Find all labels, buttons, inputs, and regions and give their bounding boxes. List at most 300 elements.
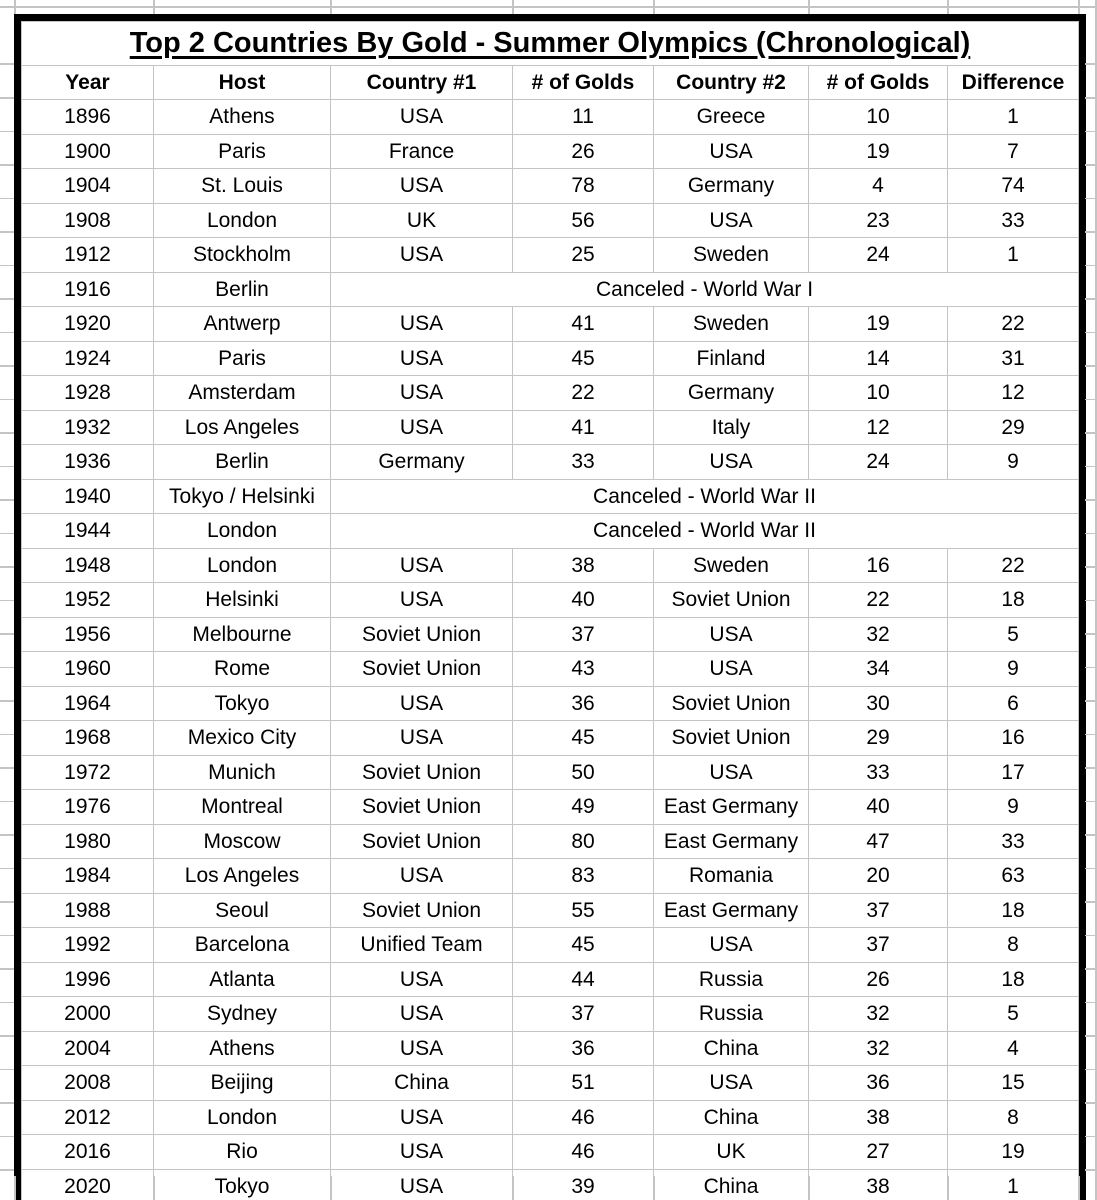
cell-golds1: 38 [513, 548, 654, 583]
cell-year: 1980 [22, 824, 154, 859]
cell-golds1: 55 [513, 893, 654, 928]
table-row [22, 410, 1079, 445]
table-row [22, 376, 1079, 411]
cell-difference: 4 [948, 1031, 1079, 1066]
sheet-gridline-horizontal [1085, 298, 1097, 300]
cell-difference: 33 [948, 824, 1079, 859]
sheet-gridline-horizontal [0, 131, 14, 133]
sheet-gridline-horizontal [1085, 901, 1097, 903]
cell-year: 1928 [22, 376, 154, 411]
cell-year: 1904 [22, 169, 154, 204]
cell-country2: Soviet Union [654, 721, 809, 756]
cell-golds2: 10 [809, 376, 948, 411]
cell-difference: 18 [948, 962, 1079, 997]
cell-difference: 5 [948, 617, 1079, 652]
table-row [22, 100, 1079, 135]
sheet-gridline-horizontal [1085, 1035, 1097, 1037]
cell-country1: USA [331, 238, 513, 273]
sheet-gridline-horizontal [1085, 700, 1097, 702]
cell-difference: 1 [948, 100, 1079, 135]
cell-golds2: 36 [809, 1066, 948, 1101]
cell-golds1: 78 [513, 169, 654, 204]
cell-difference: 15 [948, 1066, 1079, 1101]
cell-country1: USA [331, 376, 513, 411]
sheet-gridline-horizontal [0, 700, 14, 702]
cell-golds1: 51 [513, 1066, 654, 1101]
sheet-gridline-horizontal [1085, 734, 1097, 736]
cell-difference: 7 [948, 134, 1079, 169]
cell-year: 1920 [22, 307, 154, 342]
table-row [22, 790, 1079, 825]
cell-golds2: 32 [809, 617, 948, 652]
cell-country1: Soviet Union [331, 755, 513, 790]
sheet-gridline-horizontal [1085, 231, 1097, 233]
cell-host: Paris [154, 134, 331, 169]
merged-canceled-cell: Canceled - World War I [331, 272, 1079, 307]
cell-golds2: 4 [809, 169, 948, 204]
cell-golds2: 19 [809, 307, 948, 342]
table-row [22, 1066, 1079, 1101]
cell-golds2: 24 [809, 238, 948, 273]
sheet-gridline-horizontal [0, 868, 14, 870]
sheet-gridline-vertical [1078, 1176, 1080, 1200]
cell-difference: 29 [948, 410, 1079, 445]
cell-country1: UK [331, 203, 513, 238]
sheet-gridline-vertical [153, 1176, 155, 1200]
cell-year: 2000 [22, 997, 154, 1032]
table-row [22, 859, 1079, 894]
table-row [22, 307, 1079, 342]
cell-country1: USA [331, 859, 513, 894]
cell-host: Stockholm [154, 238, 331, 273]
cell-host: Melbourne [154, 617, 331, 652]
cell-golds1: 83 [513, 859, 654, 894]
cell-host: Beijing [154, 1066, 331, 1101]
cell-host: Munich [154, 755, 331, 790]
table-row [22, 928, 1079, 963]
table-row [22, 445, 1079, 480]
cell-year: 1988 [22, 893, 154, 928]
cell-country1: China [331, 1066, 513, 1101]
cell-country1: Unified Team [331, 928, 513, 963]
cell-host: Los Angeles [154, 859, 331, 894]
table-row [22, 721, 1079, 756]
sheet-gridline-horizontal [1085, 667, 1097, 669]
cell-country1: France [331, 134, 513, 169]
cell-host: Seoul [154, 893, 331, 928]
sheet-gridline-vertical [808, 0, 810, 14]
sheet-gridline-vertical [512, 0, 514, 14]
cell-golds1: 26 [513, 134, 654, 169]
table-row [22, 238, 1079, 273]
sheet-gridline-horizontal [0, 399, 14, 401]
sheet-gridline-horizontal [1085, 968, 1097, 970]
cell-year: 1916 [22, 272, 154, 307]
sheet-gridline-horizontal [1085, 834, 1097, 836]
cell-country2: China [654, 1031, 809, 1066]
sheet-gridline-horizontal [1085, 868, 1097, 870]
table-row [22, 479, 1079, 514]
cell-country2: Sweden [654, 548, 809, 583]
cell-difference: 18 [948, 583, 1079, 618]
cell-year: 1944 [22, 514, 154, 549]
col-header-year: Year [22, 66, 154, 100]
cell-golds1: 80 [513, 824, 654, 859]
cell-golds1: 45 [513, 928, 654, 963]
cell-host: Mexico City [154, 721, 331, 756]
cell-country1: USA [331, 1135, 513, 1170]
title-cell [22, 22, 1079, 66]
cell-country1: Soviet Union [331, 824, 513, 859]
cell-country2: Russia [654, 962, 809, 997]
cell-year: 1976 [22, 790, 154, 825]
sheet-gridline-horizontal [1085, 97, 1097, 99]
table-row [22, 824, 1079, 859]
cell-golds2: 22 [809, 583, 948, 618]
cell-difference: 6 [948, 686, 1079, 721]
sheet-gridline-vertical [153, 0, 155, 14]
sheet-gridline-horizontal [1085, 399, 1097, 401]
sheet-gridline-horizontal [1085, 633, 1097, 635]
cell-difference: 18 [948, 893, 1079, 928]
cell-difference: 9 [948, 652, 1079, 687]
cell-country1: USA [331, 307, 513, 342]
cell-golds2: 34 [809, 652, 948, 687]
sheet-gridline-vertical [1078, 0, 1080, 14]
cell-country1: USA [331, 583, 513, 618]
sheet-gridline-horizontal [0, 97, 14, 99]
table-row [22, 652, 1079, 687]
sheet-gridline-horizontal [1085, 1002, 1097, 1004]
cell-golds2: 33 [809, 755, 948, 790]
cell-year: 1896 [22, 100, 154, 135]
cell-country2: Romania [654, 859, 809, 894]
cell-country2: UK [654, 1135, 809, 1170]
cell-country1: USA [331, 100, 513, 135]
cell-difference: 19 [948, 1135, 1079, 1170]
cell-host: Atlanta [154, 962, 331, 997]
header-row [22, 66, 1079, 100]
cell-country1: USA [331, 1031, 513, 1066]
cell-country2: USA [654, 445, 809, 480]
sheet-gridline-horizontal [0, 834, 14, 836]
cell-country1: Germany [331, 445, 513, 480]
sheet-gridline-horizontal [0, 767, 14, 769]
cell-golds1: 45 [513, 721, 654, 756]
cell-country2: Finland [654, 341, 809, 376]
cell-year: 1972 [22, 755, 154, 790]
table-row [22, 1031, 1079, 1066]
sheet-gridline-horizontal [1085, 365, 1097, 367]
cell-golds2: 10 [809, 100, 948, 135]
cell-golds2: 23 [809, 203, 948, 238]
table-outer-border [14, 14, 1086, 1200]
cell-difference: 1 [948, 1169, 1079, 1200]
cell-difference: 9 [948, 790, 1079, 825]
cell-host: Amsterdam [154, 376, 331, 411]
cell-golds1: 36 [513, 1031, 654, 1066]
sheet-gridline-horizontal [0, 533, 14, 535]
table-row [22, 548, 1079, 583]
cell-country2: Soviet Union [654, 583, 809, 618]
sheet-gridline-horizontal [1085, 1069, 1097, 1071]
cell-golds1: 45 [513, 341, 654, 376]
cell-host: Athens [154, 1031, 331, 1066]
cell-difference: 63 [948, 859, 1079, 894]
table-row [22, 514, 1079, 549]
cell-country2: USA [654, 652, 809, 687]
cell-golds2: 24 [809, 445, 948, 480]
table-row [22, 169, 1079, 204]
cell-country2: USA [654, 1066, 809, 1101]
cell-golds2: 40 [809, 790, 948, 825]
olympics-gold-table [21, 21, 1079, 1200]
cell-difference: 8 [948, 1100, 1079, 1135]
sheet-gridline-horizontal [0, 633, 14, 635]
sheet-gridline-horizontal [1085, 566, 1097, 568]
sheet-gridline-horizontal [0, 901, 14, 903]
cell-host: London [154, 514, 331, 549]
sheet-gridline-horizontal [0, 968, 14, 970]
sheet-gridline-horizontal [1085, 332, 1097, 334]
sheet-gridline-horizontal [0, 365, 14, 367]
cell-golds2: 12 [809, 410, 948, 445]
sheet-gridline-horizontal [0, 1136, 14, 1138]
cell-country2: USA [654, 203, 809, 238]
sheet-gridline-horizontal [1085, 265, 1097, 267]
merged-canceled-cell: Canceled - World War II [331, 479, 1079, 514]
cell-golds1: 56 [513, 203, 654, 238]
cell-difference: 74 [948, 169, 1079, 204]
sheet-gridline-horizontal [0, 6, 1097, 8]
col-header-country2: Country #2 [654, 66, 809, 100]
sheet-gridline-horizontal [1085, 432, 1097, 434]
cell-year: 2012 [22, 1100, 154, 1135]
sheet-gridline-horizontal [0, 566, 14, 568]
cell-country2: Germany [654, 169, 809, 204]
cell-golds2: 38 [809, 1169, 948, 1200]
cell-host: Barcelona [154, 928, 331, 963]
cell-golds1: 25 [513, 238, 654, 273]
sheet-gridline-horizontal [0, 332, 14, 334]
sheet-gridline-horizontal [0, 801, 14, 803]
cell-country1: USA [331, 410, 513, 445]
table-row [22, 686, 1079, 721]
cell-country1: USA [331, 169, 513, 204]
cell-year: 1960 [22, 652, 154, 687]
cell-country1: USA [331, 548, 513, 583]
table-row [22, 341, 1079, 376]
cell-golds2: 27 [809, 1135, 948, 1170]
cell-country1: Soviet Union [331, 652, 513, 687]
cell-country1: USA [331, 686, 513, 721]
cell-country1: Soviet Union [331, 617, 513, 652]
sheet-gridline-horizontal [0, 600, 14, 602]
cell-difference: 31 [948, 341, 1079, 376]
col-header-golds1: # of Golds [513, 66, 654, 100]
sheet-gridline-horizontal [1085, 935, 1097, 937]
sheet-gridline-horizontal [0, 198, 14, 200]
cell-year: 2008 [22, 1066, 154, 1101]
sheet-gridline-horizontal [0, 231, 14, 233]
table-row [22, 893, 1079, 928]
cell-host: London [154, 548, 331, 583]
cell-country1: USA [331, 341, 513, 376]
cell-host: Berlin [154, 445, 331, 480]
sheet-gridline-vertical [330, 1176, 332, 1200]
table-row [22, 962, 1079, 997]
table-row [22, 617, 1079, 652]
sheet-gridline-vertical [808, 1176, 810, 1200]
sheet-gridline-horizontal [0, 499, 14, 501]
sheet-gridline-vertical [947, 1176, 949, 1200]
cell-difference: 1 [948, 238, 1079, 273]
cell-country2: USA [654, 928, 809, 963]
sheet-gridline-horizontal [0, 1035, 14, 1037]
cell-difference: 22 [948, 307, 1079, 342]
sheet-gridline-vertical [947, 0, 949, 14]
col-header-difference: Difference [948, 66, 1079, 100]
sheet-gridline-vertical [14, 0, 16, 14]
cell-golds2: 20 [809, 859, 948, 894]
cell-country2: Russia [654, 997, 809, 1032]
cell-country1: USA [331, 962, 513, 997]
table-title: Top 2 Countries By Gold - Summer Olympics (Chronological) [129, 27, 971, 59]
cell-difference: 16 [948, 721, 1079, 756]
cell-year: 1984 [22, 859, 154, 894]
sheet-gridline-vertical [512, 1176, 514, 1200]
cell-golds1: 37 [513, 617, 654, 652]
sheet-gridline-horizontal [0, 164, 14, 166]
sheet-gridline-horizontal [0, 734, 14, 736]
table-row [22, 583, 1079, 618]
cell-year: 1940 [22, 479, 154, 514]
table-row [22, 1169, 1079, 1200]
cell-difference: 17 [948, 755, 1079, 790]
cell-golds2: 26 [809, 962, 948, 997]
cell-host: Tokyo [154, 686, 331, 721]
table-row [22, 134, 1079, 169]
cell-golds1: 36 [513, 686, 654, 721]
cell-year: 1968 [22, 721, 154, 756]
cell-golds1: 40 [513, 583, 654, 618]
sheet-gridline-horizontal [1085, 1102, 1097, 1104]
sheet-gridline-horizontal [0, 935, 14, 937]
cell-country2: USA [654, 134, 809, 169]
sheet-gridline-vertical [14, 1176, 16, 1200]
sheet-gridline-horizontal [1085, 466, 1097, 468]
sheet-gridline-vertical [653, 0, 655, 14]
cell-country2: China [654, 1100, 809, 1135]
cell-golds1: 22 [513, 376, 654, 411]
sheet-gridline-horizontal [1085, 801, 1097, 803]
cell-year: 1952 [22, 583, 154, 618]
cell-golds2: 47 [809, 824, 948, 859]
sheet-gridline-horizontal [0, 265, 14, 267]
sheet-gridline-horizontal [0, 1069, 14, 1071]
cell-country2: Italy [654, 410, 809, 445]
col-header-golds2: # of Golds [809, 66, 948, 100]
title-row [22, 22, 1079, 66]
cell-host: Moscow [154, 824, 331, 859]
cell-year: 1948 [22, 548, 154, 583]
cell-difference: 8 [948, 928, 1079, 963]
sheet-gridline-vertical [330, 0, 332, 14]
cell-golds1: 33 [513, 445, 654, 480]
cell-golds1: 46 [513, 1100, 654, 1135]
cell-country2: Germany [654, 376, 809, 411]
cell-host: Paris [154, 341, 331, 376]
sheet-gridline-horizontal [1085, 1169, 1097, 1171]
cell-golds2: 14 [809, 341, 948, 376]
cell-golds1: 39 [513, 1169, 654, 1200]
cell-year: 1936 [22, 445, 154, 480]
col-header-host: Host [154, 66, 331, 100]
cell-golds2: 32 [809, 997, 948, 1032]
cell-difference: 12 [948, 376, 1079, 411]
table-row [22, 755, 1079, 790]
cell-host: Antwerp [154, 307, 331, 342]
cell-country2: Sweden [654, 238, 809, 273]
cell-golds1: 49 [513, 790, 654, 825]
sheet-gridline-horizontal [0, 63, 14, 65]
cell-golds2: 30 [809, 686, 948, 721]
table-row [22, 272, 1079, 307]
cell-year: 2016 [22, 1135, 154, 1170]
cell-host: Tokyo [154, 1169, 331, 1200]
cell-country2: East Germany [654, 824, 809, 859]
cell-year: 1996 [22, 962, 154, 997]
cell-host: Rio [154, 1135, 331, 1170]
cell-golds1: 37 [513, 997, 654, 1032]
table-row [22, 997, 1079, 1032]
cell-year: 2004 [22, 1031, 154, 1066]
cell-country1: USA [331, 1169, 513, 1200]
cell-year: 2020 [22, 1169, 154, 1200]
cell-host: Rome [154, 652, 331, 687]
cell-golds1: 44 [513, 962, 654, 997]
cell-country2: Soviet Union [654, 686, 809, 721]
sheet-gridline-horizontal [1085, 1136, 1097, 1138]
cell-golds2: 19 [809, 134, 948, 169]
cell-golds1: 11 [513, 100, 654, 135]
cell-golds2: 32 [809, 1031, 948, 1066]
table-row [22, 1135, 1079, 1170]
cell-host: London [154, 203, 331, 238]
cell-golds1: 41 [513, 410, 654, 445]
cell-year: 1900 [22, 134, 154, 169]
cell-golds2: 16 [809, 548, 948, 583]
cell-country1: USA [331, 721, 513, 756]
cell-country2: USA [654, 617, 809, 652]
sheet-gridline-horizontal [0, 466, 14, 468]
sheet-gridline-horizontal [1085, 499, 1097, 501]
sheet-gridline-horizontal [0, 1002, 14, 1004]
sheet-gridline-horizontal [0, 667, 14, 669]
cell-country1: USA [331, 997, 513, 1032]
sheet-gridline-horizontal [1085, 767, 1097, 769]
cell-host: St. Louis [154, 169, 331, 204]
cell-host: Athens [154, 100, 331, 135]
cell-golds2: 37 [809, 893, 948, 928]
sheet-gridline-horizontal [1085, 198, 1097, 200]
cell-difference: 22 [948, 548, 1079, 583]
cell-golds2: 37 [809, 928, 948, 963]
cell-golds1: 50 [513, 755, 654, 790]
cell-country1: Soviet Union [331, 790, 513, 825]
cell-country2: China [654, 1169, 809, 1200]
cell-host: Berlin [154, 272, 331, 307]
